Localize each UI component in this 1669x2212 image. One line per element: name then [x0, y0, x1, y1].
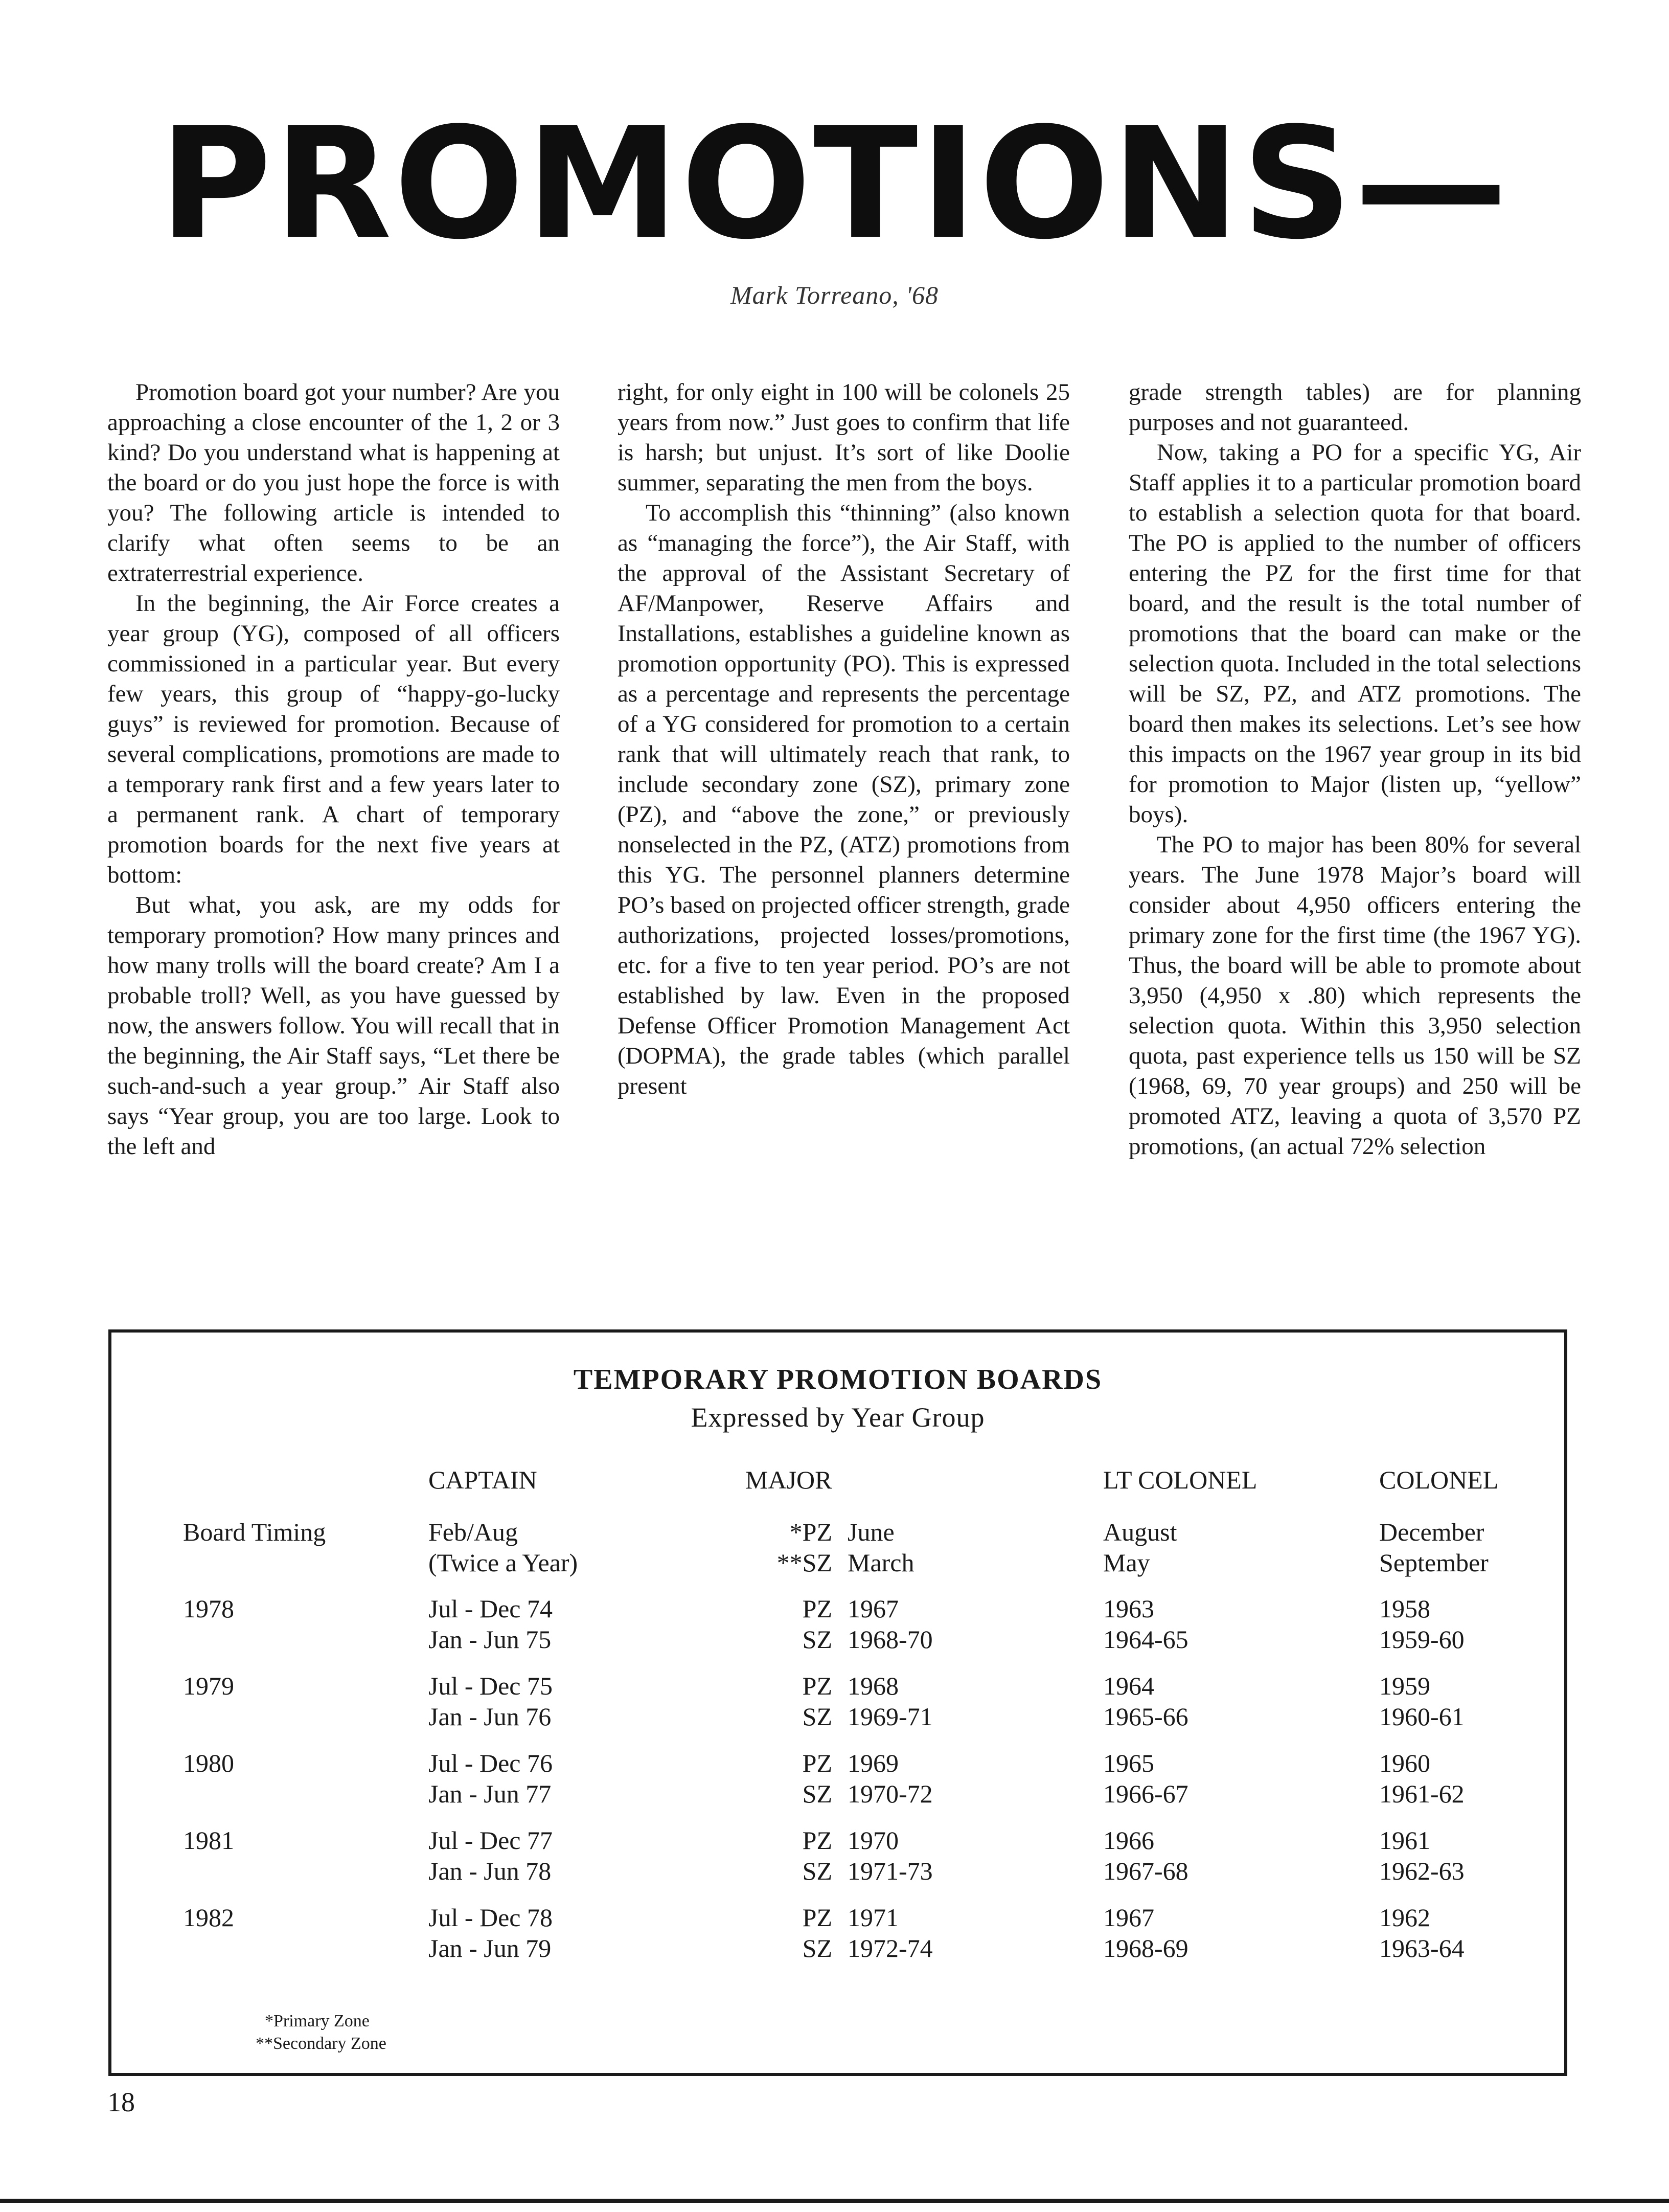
cell-colonel: 1961	[1379, 1826, 1430, 1855]
cell-major: 1972-74	[848, 1934, 933, 1962]
cell-zone: SZ	[802, 1702, 832, 1731]
paragraph: grade strength tables) are for planning purposes and not guaranteed.	[1129, 379, 1581, 436]
row-year: 1982	[183, 1903, 234, 1932]
page-number: 18	[107, 2087, 135, 2117]
column-header-colonel: COLONEL	[1379, 1465, 1499, 1494]
timing-major: March	[848, 1548, 914, 1577]
cell-captain: Jul - Dec 78	[428, 1903, 553, 1932]
cell-colonel: 1959	[1379, 1672, 1430, 1700]
footnote: *Primary Zone	[265, 2012, 370, 2030]
row-year: 1978	[183, 1594, 234, 1623]
timing-captain: (Twice a Year)	[428, 1548, 578, 1577]
footnote: **Secondary Zone	[256, 2034, 386, 2053]
text-column-1	[107, 377, 560, 1162]
cell-colonel: 1960	[1379, 1749, 1430, 1777]
timing-colonel: September	[1379, 1548, 1489, 1577]
cell-zone: PZ	[802, 1903, 832, 1932]
cell-major: 1969	[848, 1749, 899, 1777]
cell-lt-colonel: 1964	[1103, 1672, 1154, 1700]
cell-major: 1969-71	[848, 1702, 933, 1731]
cell-captain: Jan - Jun 75	[428, 1625, 552, 1654]
bottom-rule	[0, 2199, 1669, 2203]
paragraph: Promotion board got your number? Are you approaching a close encounter of the 1, 2 or 3 kind? Do you understand what is happening at the board or do you just hope the force is with you? The following article is intended to clarify what often seems to be an extraterrestrial experience.	[107, 379, 560, 586]
cell-colonel: 1958	[1379, 1594, 1430, 1623]
cell-lt-colonel: 1964-65	[1103, 1625, 1188, 1654]
cell-lt-colonel: 1963	[1103, 1594, 1154, 1623]
cell-captain: Jul - Dec 76	[428, 1749, 553, 1777]
cell-major: 1971-73	[848, 1857, 933, 1885]
cell-major: 1970	[848, 1826, 899, 1855]
cell-zone: SZ	[802, 1779, 832, 1808]
paragraph: But what, you ask, are my odds for temporary promotion? How many princes and how many trolls will the board create? Am I a probable troll? Well, as you have guessed by now, the answers follow. You will recall that in the beginning, the Air Staff says, “Let there be such-and-such a year group.” Air Staff also says “Year group, you are too large. Look to the left and	[107, 892, 560, 1160]
column-header-lt-colonel: LT COLONEL	[1103, 1465, 1258, 1494]
cell-lt-colonel: 1965-66	[1103, 1702, 1188, 1731]
cell-lt-colonel: 1965	[1103, 1749, 1154, 1777]
timing-major: June	[848, 1518, 895, 1546]
paragraph: In the beginning, the Air Force creates a year group (YG), composed of all officers commissioned in a particular year. But every few years, this group of “happy-go-lucky guys” is reviewed for promotion. Because of several complications, promotions are made to a temporary rank first and a few years later to a permanent rank. A chart of temporary promotion boards for the next five years at bottom:	[107, 590, 560, 888]
cell-zone: PZ	[802, 1826, 832, 1855]
paragraph: The PO to major has been 80% for several years. The June 1978 Major’s board will consider about 4,950 officers entering the primary zone for the first time (the 1967 YG). Thus, the board will be able to promote about 3,950 (4,950 x .80) which represents the selection quota. Within this 3,950 selection quota, past experience tells us 150 will be SZ (1968, 69, 70 year groups) and 250 will be promoted ATZ, leaving a quota of 3,570 PZ promotions, (an actual 72% selection	[1129, 831, 1581, 1160]
cell-colonel: 1961-62	[1379, 1779, 1465, 1808]
cell-colonel: 1960-61	[1379, 1702, 1465, 1731]
row-year: 1980	[183, 1749, 234, 1777]
cell-captain: Jan - Jun 79	[428, 1934, 552, 1962]
cell-major: 1971	[848, 1903, 899, 1932]
cell-major: 1970-72	[848, 1779, 933, 1808]
text-column-2	[618, 377, 1070, 1101]
cell-zone: SZ	[802, 1857, 832, 1885]
cell-lt-colonel: 1966-67	[1103, 1779, 1188, 1808]
paragraph: To accomplish this “thinning” (also known as “managing the force”), the Air Staff, with the approval of the Assistant Secretary of AF/Manpower, Reserve Affairs and Installations, establishes a guideline known as promotion opportunity (PO). This is expressed as a percentage and represents the percentage of a YG considered for promotion to a certain rank that will ultimately reach that rank, to include secondary zone (SZ), primary zone (PZ), and “above the zone,” or previously nonselected in the PZ, (ATZ) promotions from this YG. The personnel planners determine PO’s based on projected officer strength, grade authorizations, projected losses/promotions, etc. for a five to ten year period. PO’s are not established by law. Even in the proposed Defense Officer Promotion Management Act (DOPMA), the grade tables (which parallel present	[618, 500, 1070, 1099]
cell-zone: SZ	[802, 1934, 832, 1962]
text-column-3	[1129, 377, 1581, 1162]
timing-captain: Feb/Aug	[428, 1518, 518, 1546]
article-title: PROMOTIONS—	[159, 95, 1510, 273]
cell-captain: Jul - Dec 75	[428, 1672, 553, 1700]
cell-captain: Jul - Dec 77	[428, 1826, 553, 1855]
cell-colonel: 1962	[1379, 1903, 1430, 1932]
cell-lt-colonel: 1968-69	[1103, 1934, 1188, 1962]
timing-major-zone: **SZ	[776, 1548, 832, 1577]
cell-lt-colonel: 1967	[1103, 1903, 1154, 1932]
timing-lt-colonel: May	[1103, 1548, 1150, 1577]
row-year: 1981	[183, 1826, 234, 1855]
board-timing-label: Board Timing	[183, 1518, 326, 1546]
cell-zone: PZ	[802, 1594, 832, 1623]
cell-captain: Jan - Jun 78	[428, 1857, 552, 1885]
timing-colonel: December	[1379, 1518, 1484, 1546]
row-year: 1979	[183, 1672, 234, 1700]
cell-captain: Jan - Jun 76	[428, 1702, 552, 1731]
cell-zone: PZ	[802, 1672, 832, 1700]
paragraph: Now, taking a PO for a specific YG, Air Staff applies it to a particular promotion board to establish a selection quota for that board. The PO is applied to the number of officers entering the PZ for the first time for that board, and the result is the total number of promotions that the board can make or the selection quota. Included in the total selections will be SZ, PZ, and ATZ promotions. The board then makes its selections. Let’s see how this impacts on the 1967 year group in its bid for promotion to Major (listen up, “yellow” boys).	[1129, 439, 1581, 828]
table-title: TEMPORARY PROMOTION BOARDS	[573, 1364, 1103, 1395]
column-header-major: MAJOR	[745, 1465, 832, 1494]
cell-zone: SZ	[802, 1625, 832, 1654]
cell-colonel: 1959-60	[1379, 1625, 1465, 1654]
byline: Mark Torreano, '68	[730, 281, 939, 309]
cell-major: 1968	[848, 1672, 899, 1700]
cell-lt-colonel: 1967-68	[1103, 1857, 1188, 1885]
cell-major: 1967	[848, 1594, 899, 1623]
cell-zone: PZ	[802, 1749, 832, 1777]
cell-captain: Jul - Dec 74	[428, 1594, 553, 1623]
promotion-boards-table	[108, 1329, 1567, 2076]
table-subtitle: Expressed by Year Group	[691, 1402, 985, 1433]
timing-major-zone: *PZ	[789, 1518, 832, 1546]
timing-lt-colonel: August	[1103, 1518, 1177, 1546]
cell-colonel: 1963-64	[1379, 1934, 1465, 1962]
cell-colonel: 1962-63	[1379, 1857, 1465, 1885]
column-header-captain: CAPTAIN	[428, 1465, 537, 1494]
cell-captain: Jan - Jun 77	[428, 1779, 552, 1808]
paragraph: right, for only eight in 100 will be colonels 25 years from now.” Just goes to confirm that life is harsh; but unjust. It’s sort of like Doolie summer, separating the men from the boys.	[618, 379, 1070, 496]
cell-lt-colonel: 1966	[1103, 1826, 1154, 1855]
cell-major: 1968-70	[848, 1625, 933, 1654]
